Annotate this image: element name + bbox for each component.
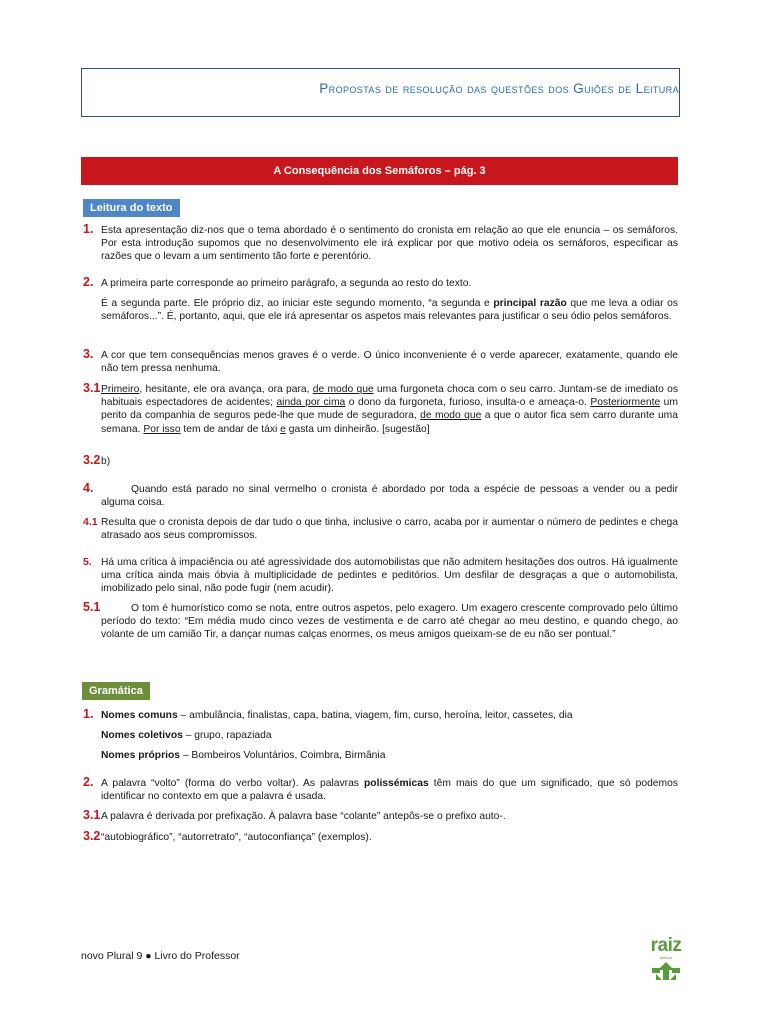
- question-number: 3.1: [83, 381, 101, 395]
- question-number: 3.: [83, 347, 94, 361]
- question-2-detail: [83, 297, 678, 323]
- logo-subtitle: editora: [659, 955, 673, 960]
- question-3-1: [83, 383, 678, 436]
- grammar-1: [83, 709, 678, 722]
- answer-text: Resulta que o cronista depois de dar tudo o que tinha, inclusive o carro, acaba por ir aumentar o número de pedintes e chega atrasado aos seus compromissos.: [101, 517, 678, 542]
- grammar-1-collective: [83, 729, 678, 742]
- question-2: [83, 277, 678, 290]
- answer-text: A palavra é derivada por prefixação. À palavra base “colante” antepôs-se o prefixo auto-.: [101, 811, 506, 822]
- chapter-banner: A Consequência dos Semáforos – pág. 3: [81, 157, 678, 185]
- question-number: 5.1: [83, 600, 101, 614]
- answer-text: Nomes comuns – ambulância, finalistas, capa, batina, viagem, fim, curso, heroína, leitor, cassetes, dia: [101, 710, 573, 721]
- question-number: 4.: [83, 481, 94, 495]
- grammar-3-1: [83, 810, 678, 823]
- question-4: [83, 483, 678, 509]
- question-number: 3.2: [83, 829, 101, 843]
- question-number: 2.: [83, 775, 94, 789]
- answer-text: A primeira parte corresponde ao primeiro parágrafo, a segunda ao resto do texto.: [101, 278, 472, 289]
- answer-text: Primeiro, hesitante, ele ora avança, ora para, de modo que uma furgoneta choca com o seu carro. Juntam-se de imediato os habituais espectadores de acidentes; ainda por cima o dono da furgoneta, furioso, insulta-o e ameaça-o. Posteriormente um perito da companhia de seguros pede-lhe que mude de seguradora, de modo que a que o autor fica sem carro durante uma semana. Por isso tem de andar de táxi e gasta um dinheirão. [sugestão]: [101, 384, 678, 435]
- answer-text: Há uma crítica à impaciência ou até agressividade dos automobilistas que não admitem hesitações dos outros. Há igualmente uma crítica ainda mais óbvia à multiplicidade de pedintes e peditórios. Um desfilar de desgraças a que o automobilista, imobilizado pelo sinal, não pode fugir (nem acudir).: [101, 557, 678, 595]
- answer-text: O tom é humorístico como se nota, entre outros aspetos, pelo exagero. Um exagero crescente comprovado pelo último período do texto: “Em média mudo cinco vezes de vestimenta e de carro até chegar ao meu destino, e quando chego, ao volante de um camião Tir, a dançar numas calças enormes, os meus amigos queixam-se de eu não ser pontual.”: [101, 603, 678, 641]
- question-number: 1.: [83, 222, 94, 236]
- question-3-2: [83, 455, 678, 468]
- logo-word: raiz: [650, 935, 682, 956]
- answer-text: A palavra “volto” (forma do verbo voltar). As palavras polissémicas têm mais do que um significado, que só podemos identificar no contexto em que a palavra é usada.: [101, 778, 678, 803]
- question-4-1: [83, 516, 678, 542]
- section-label-grammar: Gramática: [82, 682, 150, 700]
- raiz-leaf-logo-icon: [646, 960, 686, 982]
- answer-text: Quando está parado no sinal vermelho o cronista é abordado por toda a espécie de pessoas a vender ou a pedir alguma coisa.: [101, 484, 678, 509]
- section-label-reading: Leitura do texto: [83, 199, 180, 217]
- grammar-1-proper: [83, 749, 678, 762]
- answer-text: b): [101, 456, 111, 467]
- grammar-2: [83, 777, 678, 803]
- question-number: 4.1: [83, 516, 98, 528]
- question-number: 5.: [83, 556, 92, 568]
- answer-text: Nomes coletivos – grupo, rapaziada: [101, 730, 272, 741]
- question-number: 2.: [83, 275, 94, 289]
- question-number: 3.1: [83, 808, 101, 822]
- answer-text: A cor que tem consequências menos graves é o verde. O único inconveniente é o verde aparecer, exatamente, quando ele não tem pressa nenhuma.: [101, 350, 678, 375]
- answer-text: Nomes próprios – Bombeiros Voluntários, Coimbra, Birmânia: [101, 750, 386, 761]
- question-5-1: [83, 602, 678, 642]
- question-5: [83, 556, 678, 596]
- question-3: [83, 349, 678, 375]
- answer-text: É a segunda parte. Ele próprio diz, ao iniciar este segundo momento, “a segunda e principal razão que me leva a odiar os semáforos...”. É, portanto, aqui, que ele irá apresentar os aspetos mais relevantes para justificar o seu ódio pelos semáforos.: [101, 298, 679, 323]
- grammar-3-2: [83, 831, 678, 844]
- answer-text: “autobiográfico”, “autorretrato”, “autoconfiança” (exemplos).: [101, 832, 372, 843]
- question-number: 1.: [83, 707, 94, 721]
- page-header-title: Propostas de resolução das questões dos Guiões de Leitura: [319, 81, 679, 96]
- question-1: [83, 224, 678, 264]
- answer-text: Esta apresentação diz-nos que o tema abordado é o sentimento do cronista em relação ao que ele enuncia – os semáforos. Por esta introdução supomos que no desenvolvimento ele irá explicar por que motivo odeia os semáforos, especificar as razões que o levam a um sentimento tão forte e perentório.: [101, 225, 678, 263]
- raiz-logo: [646, 936, 686, 982]
- header-box: [81, 68, 680, 117]
- question-number: 3.2: [83, 453, 101, 467]
- footer-text: novo Plural 9 ● Livro do Professor: [81, 950, 240, 962]
